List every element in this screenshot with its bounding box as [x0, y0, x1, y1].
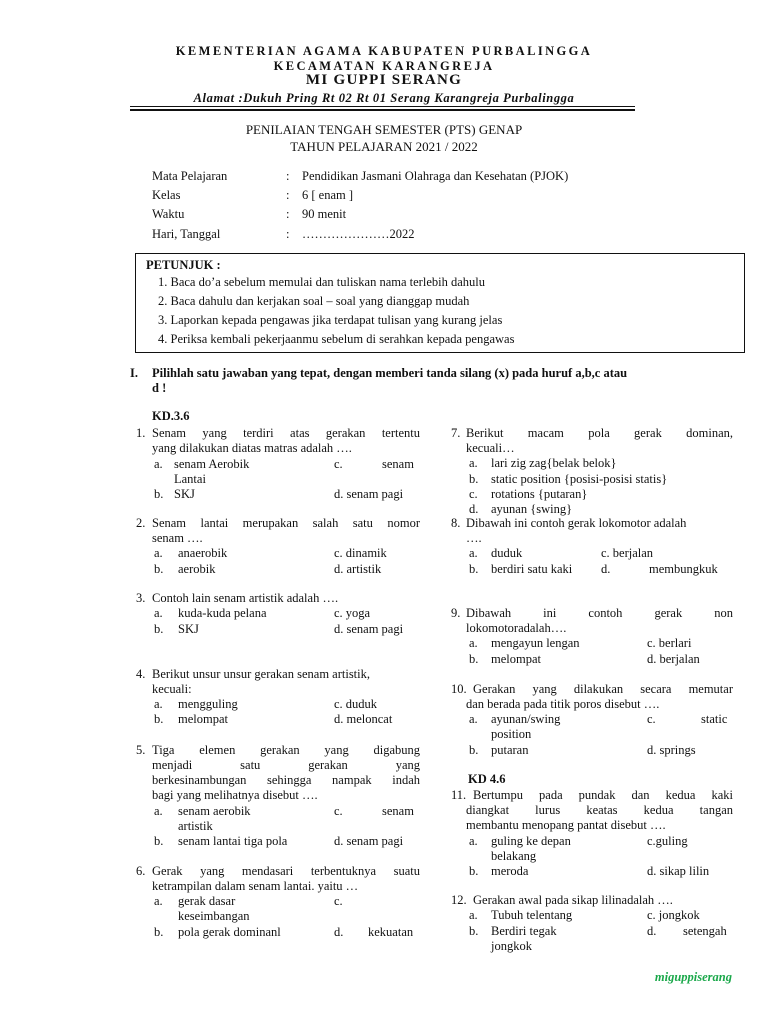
option-a-letter[interactable]: a. [154, 457, 163, 471]
option-a-text[interactable]: kuda-kuda pelana [178, 606, 267, 620]
option-b-letter[interactable]: b. [469, 864, 479, 878]
option-d[interactable]: d. senam pagi [334, 622, 404, 636]
option-b-text[interactable]: SKJ [174, 487, 195, 501]
option-b-letter[interactable]: b. [154, 925, 164, 939]
exam-year: TAHUN PELAJARAN 2021 / 2022 [290, 139, 478, 154]
info-value: 6 [ enam ] [302, 188, 354, 202]
option-a-letter[interactable]: a. [469, 834, 478, 848]
option-a-text[interactable]: Tubuh telentang [491, 908, 573, 922]
option-a-letter[interactable]: a. [154, 546, 163, 560]
section-instruction-line: Pilihlah satu jawaban yang tepat, dengan memberi tanda silang (x) pada huruf a,b,c atau [152, 366, 628, 380]
option-b-letter[interactable]: b. [154, 487, 164, 501]
option-a-letter[interactable]: a. [154, 606, 163, 620]
option-c-text[interactable]: rotations {putaran} [491, 487, 588, 501]
info-key: Hari, Tanggal [152, 227, 221, 241]
option-c[interactable]: c. dinamik [334, 546, 387, 560]
option-a-text[interactable]: guling ke depan [491, 834, 571, 848]
option-c[interactable]: c. yoga [334, 606, 371, 620]
option-b-text[interactable]: pola gerak dominanl [178, 925, 281, 939]
option-c-text-cont[interactable]: artistik [178, 819, 213, 833]
option-a-text[interactable]: duduk [491, 546, 523, 560]
option-a-text[interactable]: anaerobik [178, 546, 228, 560]
info-key: Mata Pelajaran [152, 169, 228, 183]
question-number: 8. [451, 516, 461, 530]
option-b-text[interactable]: Berdiri tegak [491, 924, 557, 938]
option-b-letter[interactable]: b. [154, 834, 164, 848]
option-b-letter[interactable]: b. [469, 472, 479, 486]
option-d[interactable]: d. artistik [334, 562, 382, 576]
question-text: Dibawah ini contoh gerak lokomotor adalah [466, 516, 687, 530]
option-a-text[interactable]: senam aerobik [178, 804, 251, 818]
section-instruction-line: d ! [152, 381, 167, 395]
question-number: 12. [451, 893, 467, 907]
question-number: 7. [451, 426, 461, 440]
instruction-item: 2. Baca dahulu dan kerjakan soal – soal yang dianggap mudah [158, 294, 470, 308]
option-d-text[interactable]: kekuatan [368, 925, 414, 939]
option-c[interactable]: c. berlari [647, 636, 692, 650]
option-c[interactable]: c. jongkok [647, 908, 700, 922]
option-a-text[interactable]: ayunan/swing [491, 712, 561, 726]
option-d[interactable]: d. meloncat [334, 712, 393, 726]
question-text: dan berada pada titik poros disebut …. [466, 697, 660, 711]
question-text: …. [466, 531, 482, 545]
question-number: 3. [136, 591, 146, 605]
option-c[interactable]: c.guling [647, 834, 688, 848]
option-c[interactable]: c. berjalan [601, 546, 654, 560]
header-rule-thin [130, 106, 635, 107]
question-number: 10. [451, 682, 467, 696]
option-a-letter[interactable]: a. [469, 546, 478, 560]
option-c-letter[interactable]: c. [469, 487, 478, 501]
question-number: 9. [451, 606, 461, 620]
option-b-text[interactable]: senam lantai tiga pola [178, 834, 288, 848]
option-b-text[interactable]: aerobik [178, 562, 216, 576]
option-a-text[interactable]: lari zig zag{belak belok} [491, 456, 617, 470]
option-d-letter[interactable]: d. [469, 502, 479, 516]
question-number: 4. [136, 667, 146, 681]
option-d[interactable]: d. senam pagi [334, 487, 404, 501]
option-c-text-cont[interactable]: Lantai [174, 472, 206, 486]
school-name: MI GUPPI SERANG [305, 72, 463, 88]
question-text: Senam lantai merupakan salah satu nomor [152, 516, 420, 530]
option-d-text[interactable]: setengah [683, 924, 727, 938]
instruction-item: 1. Baca do’a sebelum memulai dan tuliskan nama terlebih dahulu [158, 275, 485, 289]
header-rule-thick [130, 109, 635, 111]
option-c[interactable]: c. duduk [334, 697, 378, 711]
option-a-text[interactable]: gerak dasar [178, 894, 236, 908]
question-number: 2. [136, 516, 146, 530]
option-c-text-cont[interactable]: position [491, 727, 532, 741]
info-value: …………………2022 [302, 227, 415, 241]
option-b-letter[interactable]: b. [154, 712, 164, 726]
option-d[interactable]: d. berjalan [647, 652, 700, 666]
option-d-letter[interactable]: d. [647, 924, 657, 938]
option-b-text[interactable]: melompat [491, 652, 541, 666]
question-text: Gerakan awal pada sikap lilinadalah …. [473, 893, 673, 907]
option-c-text[interactable]: static [701, 712, 728, 726]
option-b-text[interactable]: putaran [491, 743, 529, 757]
option-a-text-cont[interactable]: belakang [491, 849, 537, 863]
question-text: Senam yang terdiri atas gerakan tertentu [152, 426, 420, 440]
option-b-text[interactable]: berdiri satu kaki [491, 562, 573, 576]
district-heading: KECAMATAN KARANGREJA [273, 59, 495, 73]
option-b-text[interactable]: SKJ [178, 622, 199, 636]
question-text: kecuali… [466, 441, 515, 455]
question-text: membantu menopang pantat disebut …. [466, 818, 666, 832]
info-value: Pendidikan Jasmani Olahraga dan Kesehatan (PJOK) [302, 169, 569, 183]
question-text: senam …. [152, 531, 203, 545]
option-b-letter[interactable]: b. [469, 652, 479, 666]
option-d-letter[interactable]: d. [334, 925, 344, 939]
option-a-letter[interactable]: a. [469, 636, 478, 650]
option-c-text-cont[interactable]: keseimbangan [178, 909, 250, 923]
question-text: Bertumpu pada pundak dan kedua kaki [473, 788, 733, 802]
section-number: I. [130, 366, 138, 380]
question-text: Tiga elemen gerakan yang digabung [152, 743, 420, 757]
option-b-letter[interactable]: b. [469, 924, 479, 938]
info-value: 90 menit [302, 207, 347, 221]
question-number: 6. [136, 864, 146, 878]
option-b-text-cont[interactable]: jongkok [491, 939, 532, 953]
option-a-letter[interactable]: a. [469, 712, 478, 726]
option-b-letter[interactable]: b. [154, 622, 164, 636]
option-b-text[interactable]: melompat [178, 712, 228, 726]
option-a-text[interactable]: senam Aerobik [174, 457, 250, 471]
option-d[interactable]: d. springs [647, 743, 696, 757]
question-text: Contoh lain senam artistik adalah …. [152, 591, 339, 605]
info-key: Waktu [152, 207, 185, 221]
question-text: bagi yang melihatnya disebut …. [152, 788, 318, 802]
question-text: Dibawah ini contoh gerak non [466, 606, 733, 620]
option-b-text[interactable]: static position {posisi-posisi statis} [491, 472, 668, 486]
question-text: diangkat lurus keatas kedua tangan [466, 803, 733, 817]
question-number: 11. [451, 788, 467, 802]
question-text: kecuali: [152, 682, 192, 696]
option-c-text[interactable]: senam [382, 457, 414, 471]
option-a-letter[interactable]: a. [154, 804, 163, 818]
instruction-item: 3. Laporkan kepada pengawas jika terdapat tulisan yang kurang jelas [158, 313, 503, 327]
option-d-text[interactable]: membungkuk [649, 562, 718, 576]
option-d[interactable]: d. senam pagi [334, 834, 404, 848]
kd-label: KD.3.6 [152, 409, 190, 423]
question-text: menjadi satu gerakan yang [152, 758, 420, 772]
instructions-title: PETUNJUK : [146, 258, 221, 272]
option-c-letter[interactable]: c. [647, 712, 656, 726]
info-colon: : [286, 207, 290, 221]
footer-watermark: miguppiserang [654, 970, 732, 984]
option-d-letter[interactable]: d. [601, 562, 611, 576]
option-c-letter[interactable]: c. [334, 804, 343, 818]
option-d[interactable]: d. sikap lilin [647, 864, 710, 878]
question-number: 1. [136, 426, 146, 440]
question-number: 5. [136, 743, 146, 757]
question-text: Berikut macam pola gerak dominan, [466, 426, 733, 440]
question-text: yang dilakukan diatas matras adalah …. [152, 441, 352, 455]
instructions-box [135, 253, 745, 353]
option-a-letter[interactable]: a. [469, 456, 478, 470]
option-a-letter[interactable]: a. [469, 908, 478, 922]
question-text: Gerakan yang dilakukan secara memutar [473, 682, 733, 696]
info-key: Kelas [152, 188, 181, 202]
info-colon: : [286, 188, 290, 202]
option-b-letter[interactable]: b. [469, 743, 479, 757]
info-colon: : [286, 169, 290, 183]
ministry-heading: KEMENTERIAN AGAMA KABUPATEN PURBALINGGA [175, 44, 593, 58]
school-address: Alamat :Dukuh Pring Rt 02 Rt 01 Serang Karangreja Purbalingga [193, 91, 575, 105]
exam-title: PENILAIAN TENGAH SEMESTER (PTS) GENAP [245, 122, 523, 137]
option-c-letter[interactable]: c. [334, 457, 343, 471]
question-text: Gerak yang mendasari terbentuknya suatu [152, 864, 420, 878]
option-a-text[interactable]: mengguling [178, 697, 238, 711]
option-c-text[interactable]: senam [382, 804, 414, 818]
option-a-text[interactable]: mengayun lengan [491, 636, 580, 650]
option-c-letter[interactable]: c. [334, 894, 343, 908]
kd-label: KD 4.6 [468, 772, 506, 786]
instruction-item: 4. Periksa kembali pekerjaanmu sebelum di serahkan kepada pengawas [158, 332, 515, 346]
option-b-text[interactable]: meroda [491, 864, 529, 878]
info-colon: : [286, 227, 290, 241]
option-a-letter[interactable]: a. [154, 894, 163, 908]
question-text: ketrampilan dalam senam lantai. yaitu … [152, 879, 359, 893]
section-instruction [152, 366, 732, 396]
option-b-letter[interactable]: b. [154, 562, 164, 576]
question-text: berkesinambungan sehingga nampak indah [152, 773, 420, 787]
option-a-letter[interactable]: a. [154, 697, 163, 711]
question-text: Berikut unsur unsur gerakan senam artistik, [152, 667, 371, 681]
question-text: lokomotoradalah…. [466, 621, 567, 635]
option-d-text[interactable]: ayunan {swing} [491, 502, 573, 516]
option-b-letter[interactable]: b. [469, 562, 479, 576]
